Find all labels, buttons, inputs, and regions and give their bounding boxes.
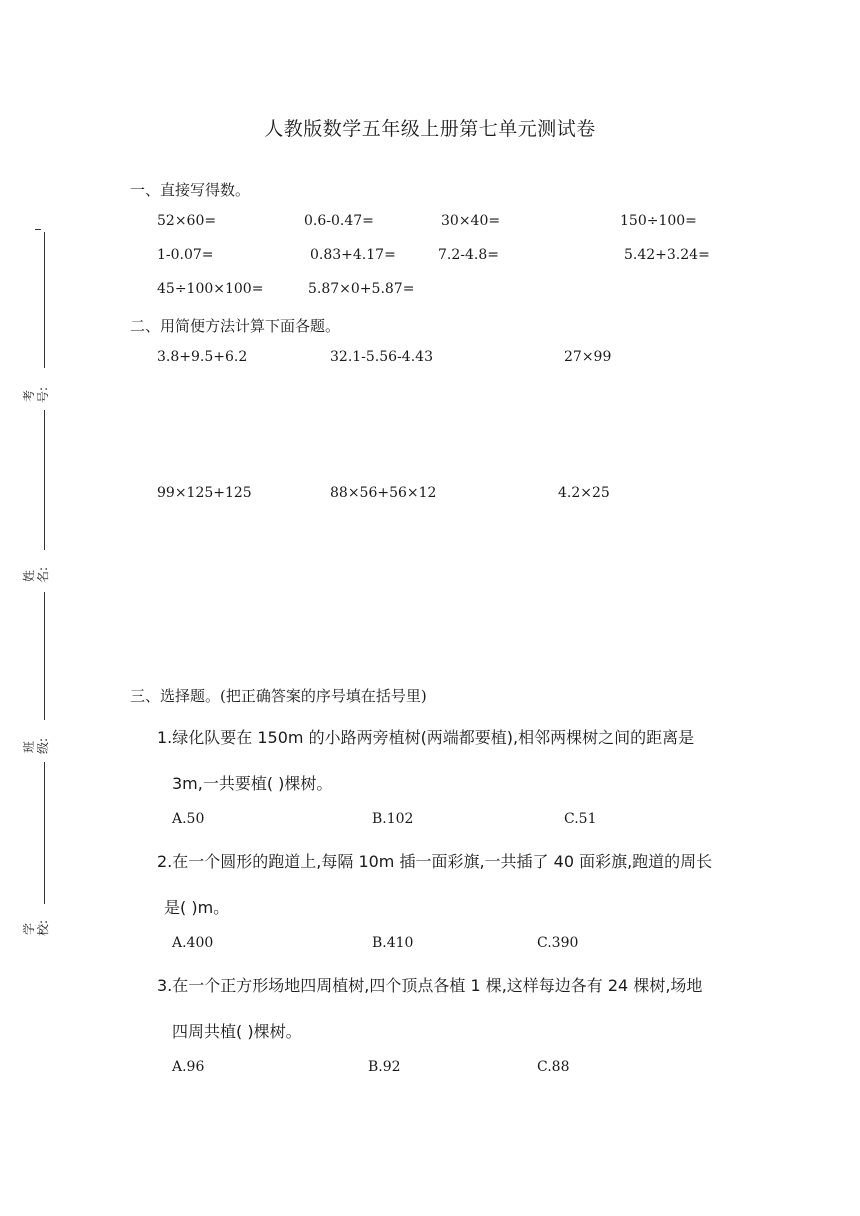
school-label: 学校: — [22, 919, 50, 936]
option: A.50 — [172, 811, 205, 827]
question-line: 3.在一个正方形场地四周植树,四个顶点各植 1 棵,这样每边各有 24 棵树,场地 — [157, 976, 703, 995]
question-line: 是( )m。 — [164, 898, 230, 917]
margin-line — [44, 232, 45, 368]
question-line: 3m,一共要植( )棵树。 — [172, 774, 333, 793]
section1-heading: 一、直接写得数。 — [130, 181, 251, 199]
section3-heading: 三、选择题。(把正确答案的序号填在括号里) — [130, 687, 427, 705]
calc-item: 4.2×25 — [558, 485, 610, 501]
calc-item: 5.42+3.24= — [624, 247, 710, 263]
calc-item: 99×125+125 — [157, 485, 252, 501]
calc-item: 5.87×0+5.87= — [308, 281, 415, 297]
option: C.51 — [564, 811, 597, 827]
question-line: 2.在一个圆形的跑道上,每隔 10m 插一面彩旗,一共插了 40 面彩旗,跑道的周长 — [157, 852, 713, 871]
calc-item: 0.83+4.17= — [310, 247, 396, 263]
question-line: 1.绿化队要在 150m 的小路两旁植树(两端都要植),相邻两棵树之间的距离是 — [157, 728, 695, 747]
margin-line — [44, 592, 45, 720]
page-title: 人教版数学五年级上册第七单元测试卷 — [264, 118, 596, 140]
calc-item: 7.2-4.8= — [438, 247, 499, 263]
exam-number-label: 考号: — [22, 386, 50, 403]
calc-item: 32.1-5.56-4.43 — [330, 349, 433, 365]
class-label: 班级: — [22, 737, 50, 754]
name-label: 姓名: — [22, 566, 50, 583]
margin-line — [44, 762, 45, 904]
calc-item: 150÷100= — [620, 213, 697, 229]
option: A.96 — [172, 1059, 205, 1075]
option: B.410 — [372, 935, 414, 951]
calc-item: 1-0.07= — [157, 247, 214, 263]
question-line: 四周共植( )棵树。 — [172, 1022, 302, 1041]
calc-item: 30×40= — [441, 213, 501, 229]
option: C.88 — [537, 1059, 570, 1075]
calc-item: 3.8+9.5+6.2 — [157, 349, 248, 365]
calc-item: 52×60= — [157, 213, 217, 229]
option: C.390 — [537, 935, 579, 951]
option: B.92 — [368, 1059, 401, 1075]
margin-line — [44, 410, 45, 550]
calc-item: 45÷100×100= — [157, 281, 264, 297]
calc-item: 27×99 — [564, 349, 612, 365]
calc-item: 88×56+56×12 — [330, 485, 437, 501]
option: A.400 — [172, 935, 214, 951]
option: B.102 — [372, 811, 414, 827]
margin-tick — [35, 229, 41, 230]
calc-item: 0.6-0.47= — [304, 213, 374, 229]
section2-heading: 二、用简便方法计算下面各题。 — [130, 317, 341, 335]
